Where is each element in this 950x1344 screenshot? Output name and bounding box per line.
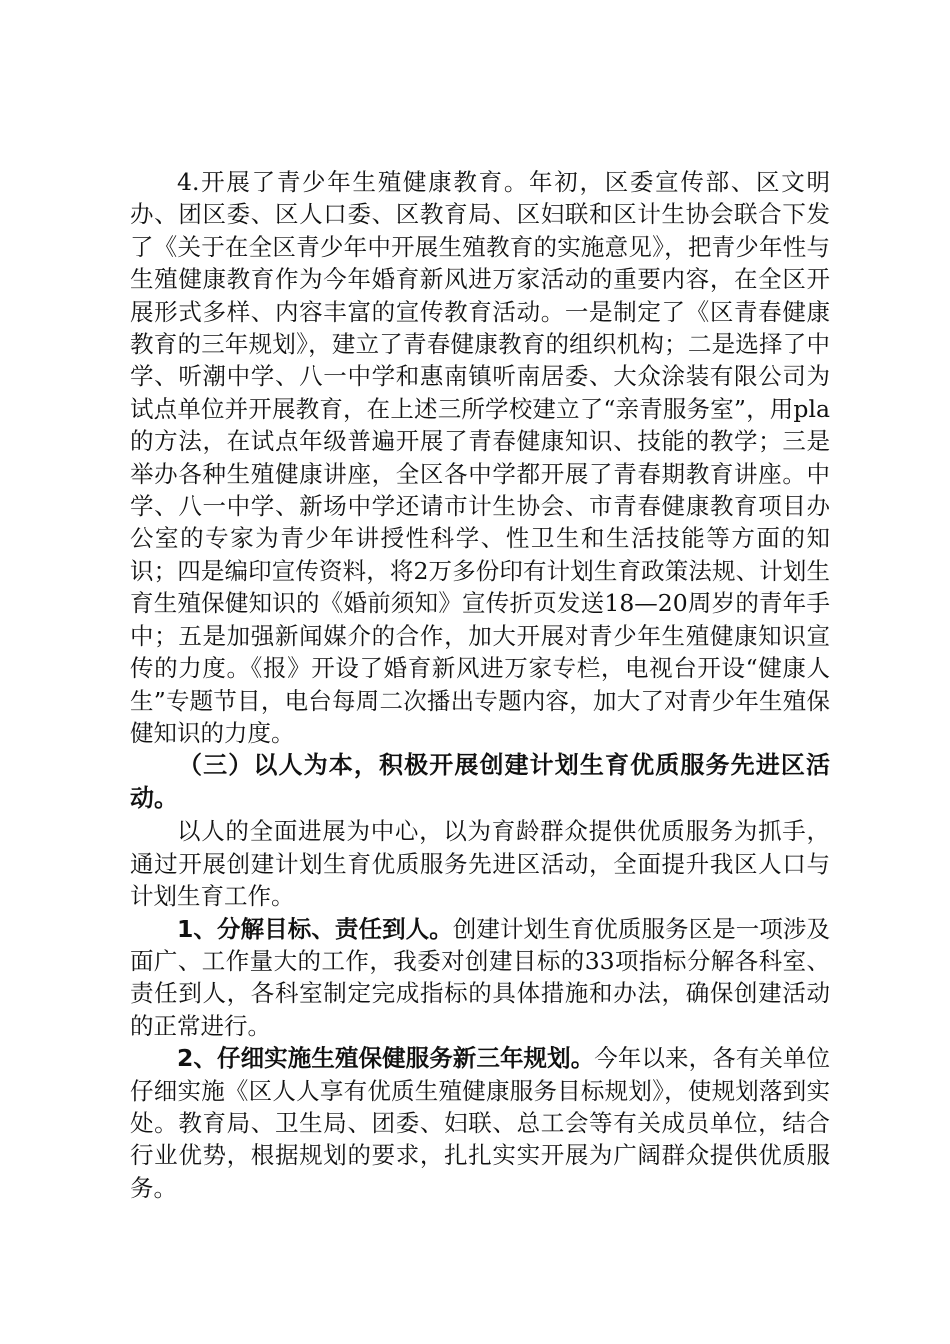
item-2-body: 今年以来，各有关单位仔细实施《区人人享有优质生殖健康服务目标规划》，使规划落到实处。教育局、卫生局、团委、妇联、总工会等有关成员单位，结合行业优势，根据规划的要求，扎扎实实开展为广阔群众提供优质服务。 xyxy=(130,1044,830,1202)
section-heading-3: （三）以人为本，积极开展创建计划生育优质服务先进区活动。 xyxy=(130,751,830,813)
paragraph-item-2 xyxy=(130,1042,830,1204)
paragraph-overview: 以人的全面进展为中心，以为育龄群众提供优质服务为抓手，通过开展创建计划生育优质服务先进区活动，全面提升我区人口与计划生育工作。 xyxy=(130,817,830,911)
paragraph-youth-education: 4.开展了青少年生殖健康教育。年初，区委宣传部、区文明办、团区委、区人口委、区教育局、区妇联和区计生协会联合下发了《关于在全区青少年中开展生殖教育的实施意见》，把青少年性与生殖健康教育作为今年婚育新风进万家活动的重要内容，在全区开展形式多样、内容丰富的宣传教育活动。一是制定了《区青春健康教育的三年规划》，建立了青春健康教育的组织机构；二是选择了中学、听潮中学、八一中学和惠南镇听南居委、大众涂装有限公司为试点单位并开展教育，在上述三所学校建立了“亲青服务室”，用pla的方法，在试点年级普遍开展了青春健康知识、技能的教学；三是举办各种生殖健康讲座，全区各中学都开展了青春期教育讲座。中学、八一中学、新场中学还请市计生协会、市青春健康教育项目办公室的专家为青少年讲授性科学、性卫生和生活技能等方面的知识；四是编印宣传资料，将2万多份印有计划生育政策法规、计划生育生殖保健知识的《婚前须知》宣传折页发送18—20周岁的青年手中；五是加强新闻媒介的合作，加大开展对青少年生殖健康知识宣传的力度。《报》开设了婚育新风进万家专栏，电视台开设“健康人生”专题节目，电台每周二次播出专题内容，加大了对青少年生殖保健知识的力度。 xyxy=(130,168,830,747)
item-1-body: 创建计划生育优质服务区是一项涉及面广、工作量大的工作，我委对创建目标的33项指标分解各科室、责任到人，各科室制定完成指标的具体措施和办法，确保创建活动的正常进行。 xyxy=(130,914,831,1040)
item-2-lead: 2、仔细实施生殖保健服务新三年规划。 xyxy=(177,1044,595,1073)
paragraph-item-1 xyxy=(130,913,830,1043)
item-1-lead: 1、分解目标、责任到人。 xyxy=(177,914,453,943)
document-body xyxy=(130,166,830,1204)
